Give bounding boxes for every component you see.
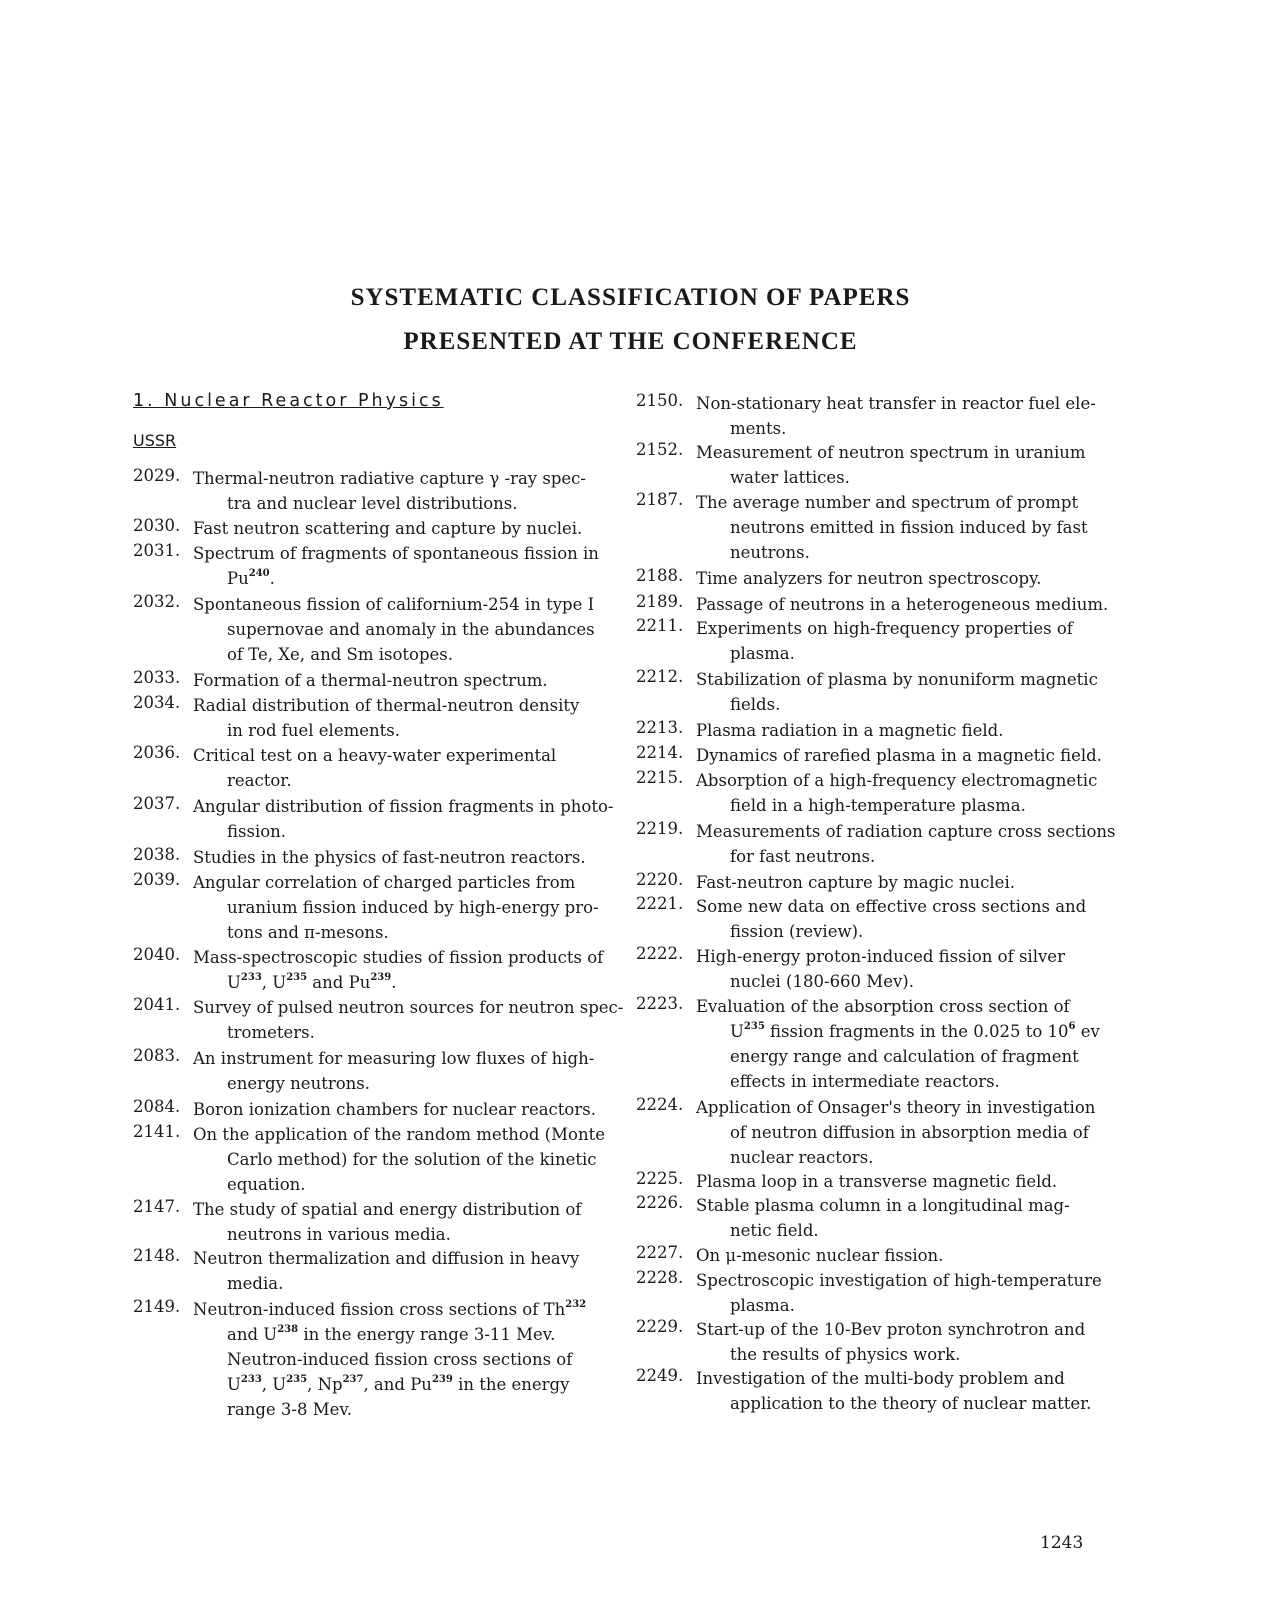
paper-title: High-energy proton-induced fission of silver: [696, 947, 1065, 966]
paper-title: Survey of pulsed neutron sources for neutron spec-: [193, 998, 624, 1017]
paper-title: Neutron-induced fission cross sections of: [227, 1350, 573, 1369]
paper-title: Start-up of the 10-Bev proton synchrotron and: [696, 1320, 1086, 1339]
paper-title: Stabilization of plasma by nonuniform magnetic: [696, 670, 1098, 689]
paper-title: Carlo method) for the solution of the kinetic: [227, 1150, 597, 1169]
paper-title: netic field.: [730, 1221, 819, 1240]
paper-title: Absorption of a high-frequency electromagnetic: [696, 771, 1098, 790]
paper-title: Passage of neutrons in a heterogeneous medium.: [696, 595, 1109, 614]
paper-title: energy neutrons.: [227, 1074, 370, 1093]
paper-title: Investigation of the multi-body problem and: [696, 1369, 1065, 1388]
paper-title: energy range and calculation of fragment: [730, 1047, 1079, 1066]
paper-number: 2040.: [133, 945, 181, 964]
paper-number: 2083.: [133, 1046, 181, 1065]
paper-title: fission (review).: [730, 922, 864, 941]
paper-number: 2038.: [133, 845, 181, 864]
paper-title: supernovae and anomaly in the abundances: [227, 620, 595, 639]
paper-title: the results of physics work.: [730, 1345, 961, 1364]
paper-title: $U^{235}$ fission fragments in the 0.025 to $10^6$ ev: [730, 1021, 1100, 1041]
paper-title: Non-stationary heat transfer in reactor fuel ele-: [696, 394, 1096, 413]
paper-title: Neutron thermalization and diffusion in heavy: [193, 1249, 580, 1268]
paper-number: 2037.: [133, 794, 181, 813]
paper-number: 2141.: [133, 1122, 181, 1141]
paper-number: 2226.: [636, 1193, 684, 1212]
paper-title: field in a high-temperature plasma.: [730, 796, 1026, 815]
paper-title: $U^{233}$, $U^{235}$, Np$^{237}$, and Pu$^{239}$ in the energy: [227, 1374, 570, 1394]
paper-number: 2032.: [133, 592, 181, 611]
paper-title: Boron ionization chambers for nuclear reactors.: [193, 1100, 596, 1119]
paper-number: 2223.: [636, 994, 684, 1013]
paper-number: 2036.: [133, 743, 181, 762]
paper-number: 2041.: [133, 995, 181, 1014]
paper-number: 2150.: [636, 391, 684, 410]
paper-title: The average number and spectrum of prompt: [696, 493, 1079, 512]
paper-title: water lattices.: [730, 468, 850, 487]
paper-title: Time analyzers for neutron spectroscopy.: [696, 569, 1042, 588]
paper-title: An instrument for measuring low fluxes of high-: [193, 1049, 595, 1068]
paper-title: Measurements of radiation capture cross sections: [696, 822, 1116, 841]
paper-title: Pu$^{240}$.: [227, 568, 275, 588]
paper-number: 2229.: [636, 1317, 684, 1336]
paper-title: Experiments on high-frequency properties of: [696, 619, 1073, 638]
paper-title: trometers.: [227, 1023, 315, 1042]
paper-number: 2029.: [133, 466, 181, 485]
paper-title: of neutron diffusion in absorption media of: [730, 1123, 1089, 1142]
paper-number: 2249.: [636, 1366, 684, 1385]
paper-title: reactor.: [227, 771, 292, 790]
paper-title: plasma.: [730, 1296, 795, 1315]
paper-number: 2147.: [133, 1197, 181, 1216]
paper-title: application to the theory of nuclear matter.: [730, 1394, 1092, 1413]
paper-title: Spectroscopic investigation of high-temperature: [696, 1271, 1102, 1290]
paper-title: tons and π-mesons.: [227, 923, 389, 942]
paper-number: 2219.: [636, 819, 684, 838]
paper-title: Studies in the physics of fast-neutron reactors.: [193, 848, 586, 867]
paper-title: Fast neutron scattering and capture by nuclei.: [193, 519, 583, 538]
paper-number: 2227.: [636, 1243, 684, 1262]
paper-number: 2213.: [636, 718, 684, 737]
paper-title: $U^{233}$, $U^{235}$ and Pu$^{239}$.: [227, 972, 397, 992]
paper-title: Plasma loop in a transverse magnetic field.: [696, 1172, 1058, 1191]
paper-title: nuclear reactors.: [730, 1148, 874, 1167]
paper-number: 2152.: [636, 440, 684, 459]
paper-number: 2215.: [636, 768, 684, 787]
paper-title: Formation of a thermal-neutron spectrum.: [193, 671, 548, 690]
paper-number: 2221.: [636, 894, 684, 913]
paper-title: Critical test on a heavy-water experimental: [193, 746, 557, 765]
paper-number: 2225.: [636, 1169, 684, 1188]
page-title: [0, 276, 1261, 364]
paper-title: Application of Onsager's theory in investigation: [696, 1098, 1096, 1117]
paper-number: 2188.: [636, 566, 684, 585]
paper-title: Spectrum of fragments of spontaneous fission in: [193, 544, 599, 563]
paper-number: 2212.: [636, 667, 684, 686]
title-line-2: PRESENTED AT THE CONFERENCE: [403, 328, 858, 355]
paper-title: Evaluation of the absorption cross section of: [696, 997, 1070, 1016]
paper-title: Neutron-induced fission cross sections of Th$^{232}$: [193, 1299, 587, 1319]
paper-title: neutrons.: [730, 543, 810, 562]
paper-number: 2214.: [636, 743, 684, 762]
paper-title: On the application of the random method (Monte: [193, 1125, 605, 1144]
paper-number: 2039.: [133, 870, 181, 889]
paper-title: neutrons emitted in fission induced by fast: [730, 518, 1088, 537]
paper-title: ments.: [730, 419, 787, 438]
paper-number: 2034.: [133, 693, 181, 712]
paper-title: Spontaneous fission of californium-254 in type I: [193, 595, 595, 614]
paper-title: The study of spatial and energy distribution of: [193, 1200, 582, 1219]
paper-title: Some new data on effective cross sections and: [696, 897, 1087, 916]
paper-title: and $U^{238}$ in the energy range 3-11 Mev.: [227, 1324, 556, 1344]
page-number: 1243: [1040, 1533, 1084, 1553]
paper-title: Thermal-neutron radiative capture γ -ray spec-: [193, 469, 586, 488]
paper-number: 2033.: [133, 668, 181, 687]
paper-number: 2084.: [133, 1097, 181, 1116]
paper-number: 2222.: [636, 944, 684, 963]
paper-title: neutrons in various media.: [227, 1225, 451, 1244]
paper-title: tra and nuclear level distributions.: [227, 494, 518, 513]
paper-title: Mass-spectroscopic studies of fission products of: [193, 948, 604, 967]
paper-number: 2187.: [636, 490, 684, 509]
paper-title: Dynamics of rarefied plasma in a magnetic field.: [696, 746, 1102, 765]
paper-title: Angular correlation of charged particles from: [193, 873, 576, 892]
paper-title: Radial distribution of thermal-neutron density: [193, 696, 580, 715]
paper-title: uranium fission induced by high-energy pro-: [227, 898, 599, 917]
country-heading: USSR: [133, 431, 177, 450]
paper-title: Fast-neutron capture by magic nuclei.: [696, 873, 1015, 892]
paper-title: Stable plasma column in a longitudinal mag-: [696, 1196, 1070, 1215]
paper-title: equation.: [227, 1175, 306, 1194]
paper-title: of Te, Xe, and Sm isotopes.: [227, 645, 454, 664]
paper-title: nuclei (180-660 Mev).: [730, 972, 914, 991]
paper-number: 2220.: [636, 870, 684, 889]
paper-title: Angular distribution of fission fragments in photo-: [193, 797, 614, 816]
paper-title: range 3-8 Mev.: [227, 1400, 353, 1419]
paper-title: media.: [227, 1274, 284, 1293]
paper-title: effects in intermediate reactors.: [730, 1072, 1000, 1091]
paper-title: fields.: [730, 695, 781, 714]
paper-title: in rod fuel elements.: [227, 721, 400, 740]
paper-number: 2149.: [133, 1297, 181, 1316]
paper-number: 2228.: [636, 1268, 684, 1287]
section-heading: 1. Nuclear Reactor Physics: [133, 391, 444, 411]
paper-title: plasma.: [730, 644, 795, 663]
paper-title: Plasma radiation in a magnetic field.: [696, 721, 1004, 740]
paper-number: 2211.: [636, 616, 684, 635]
title-line-1: SYSTEMATIC CLASSIFICATION OF PAPERS: [350, 284, 911, 311]
paper-number: 2148.: [133, 1246, 181, 1265]
paper-number: 2031.: [133, 541, 181, 560]
paper-title: Measurement of neutron spectrum in uranium: [696, 443, 1086, 462]
paper-number: 2189.: [636, 592, 684, 611]
paper-title: fission.: [227, 822, 287, 841]
paper-title: for fast neutrons.: [730, 847, 876, 866]
paper-number: 2030.: [133, 516, 181, 535]
paper-title: On μ-mesonic nuclear fission.: [696, 1246, 944, 1265]
paper-number: 2224.: [636, 1095, 684, 1114]
